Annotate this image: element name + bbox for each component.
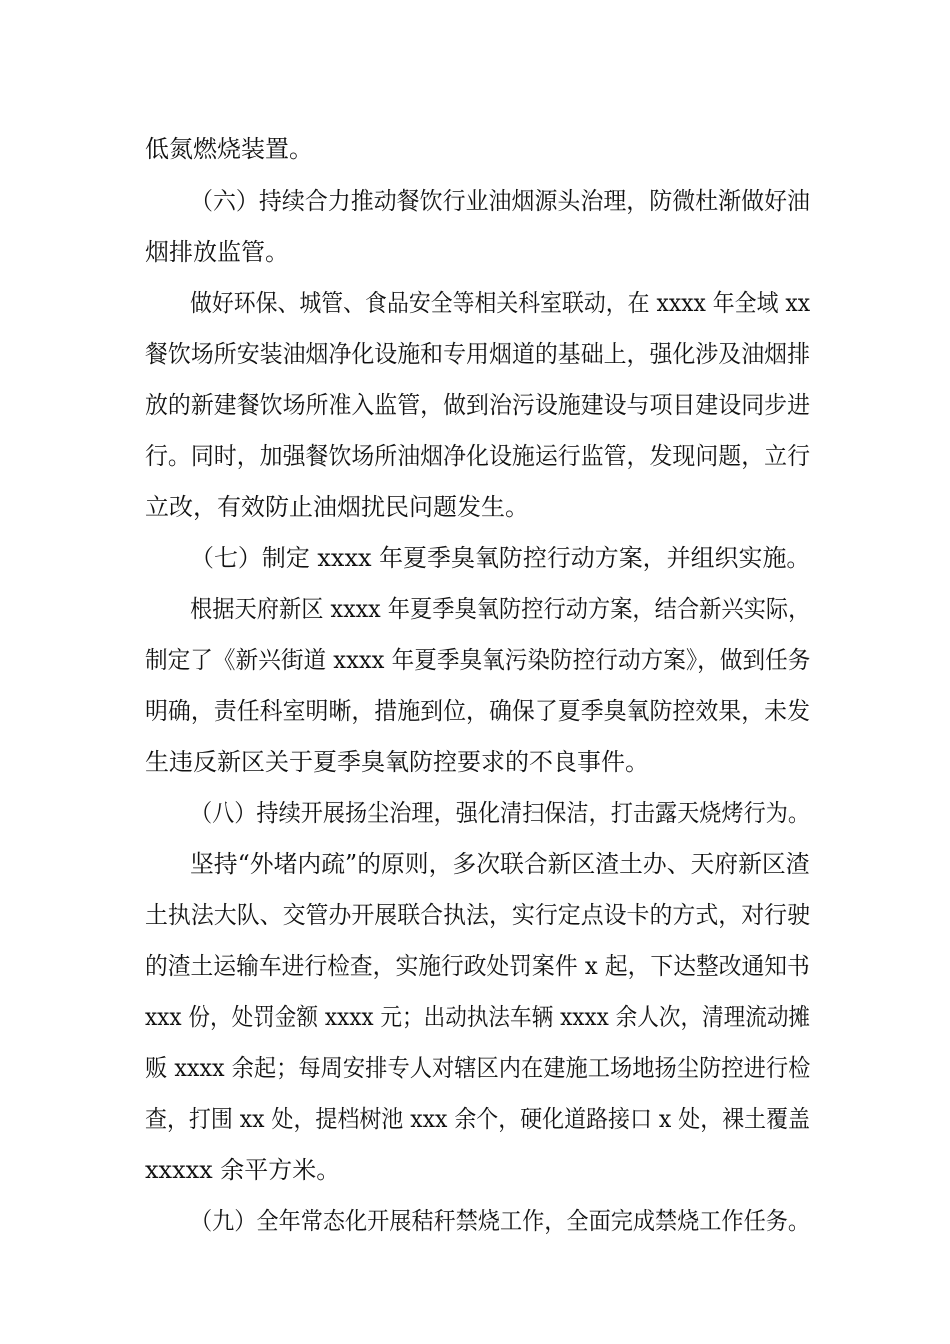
text-line: 生违反新区关于夏季臭氧防控要求的不良事件。: [145, 748, 649, 776]
text-line: 烟排放监管。: [145, 238, 289, 266]
text-line: 立改，有效防止油烟扰民问题发生。: [145, 493, 529, 521]
text-line: xxxxx 余平方米。: [145, 1156, 341, 1184]
text-line: 查，打围 xx 处，提档树池 xxx 余个，硬化道路接口 x 处，裸土覆盖: [145, 1105, 810, 1133]
text-line: 做好环保、城管、食品安全等相关科室联动，在 xxxx 年全域 xx: [190, 289, 811, 317]
text-line: 的渣土运输车进行检查，实施行政处罚案件 x 起，下达整改通知书: [145, 952, 810, 980]
text-line: 制定了《新兴街道 xxxx 年夏季臭氧污染防控行动方案》，做到任务: [145, 646, 811, 674]
text-line: 放的新建餐饮场所准入监管，做到治污设施建设与项目建设同步进: [145, 391, 810, 419]
text-line: 根据天府新区 xxxx 年夏季臭氧防控行动方案，结合新兴实际，: [190, 595, 811, 623]
text-line: 贩 xxxx 余起；每周安排专人对辖区内在建施工场地扬尘防控进行检: [145, 1054, 811, 1082]
section-heading: （九）全年常态化开展秸秆禁烧工作，全面完成禁烧工作任务。: [190, 1207, 810, 1235]
text-line: 行。同时，加强餐饮场所油烟净化设施运行监管，发现问题，立行: [145, 442, 810, 470]
text-line: xxx 份，处罚金额 xxxx 元；出动执法车辆 xxxx 余人次，清理流动摊: [145, 1003, 811, 1031]
section-heading: （八）持续开展扬尘治理，强化清扫保洁，打击露天烧烤行为。: [190, 799, 810, 827]
text-line: 餐饮场所安装油烟净化设施和专用烟道的基础上，强化涉及油烟排: [145, 340, 810, 368]
text-line: 土执法大队、交管办开展联合执法，实行定点设卡的方式，对行驶: [145, 901, 810, 929]
section-heading: （六）持续合力推动餐饮行业油烟源头治理，防微杜渐做好油: [190, 187, 810, 215]
text-line: 低氮燃烧装置。: [145, 135, 313, 163]
text-line: 坚持“外堵内疏”的原则，多次联合新区渣土办、天府新区渣: [190, 850, 810, 878]
section-heading: （七）制定 xxxx 年夏季臭氧防控行动方案，并组织实施。: [190, 544, 811, 572]
text-line: 明确，责任科室明晰，措施到位，确保了夏季臭氧防控效果，未发: [145, 697, 810, 725]
